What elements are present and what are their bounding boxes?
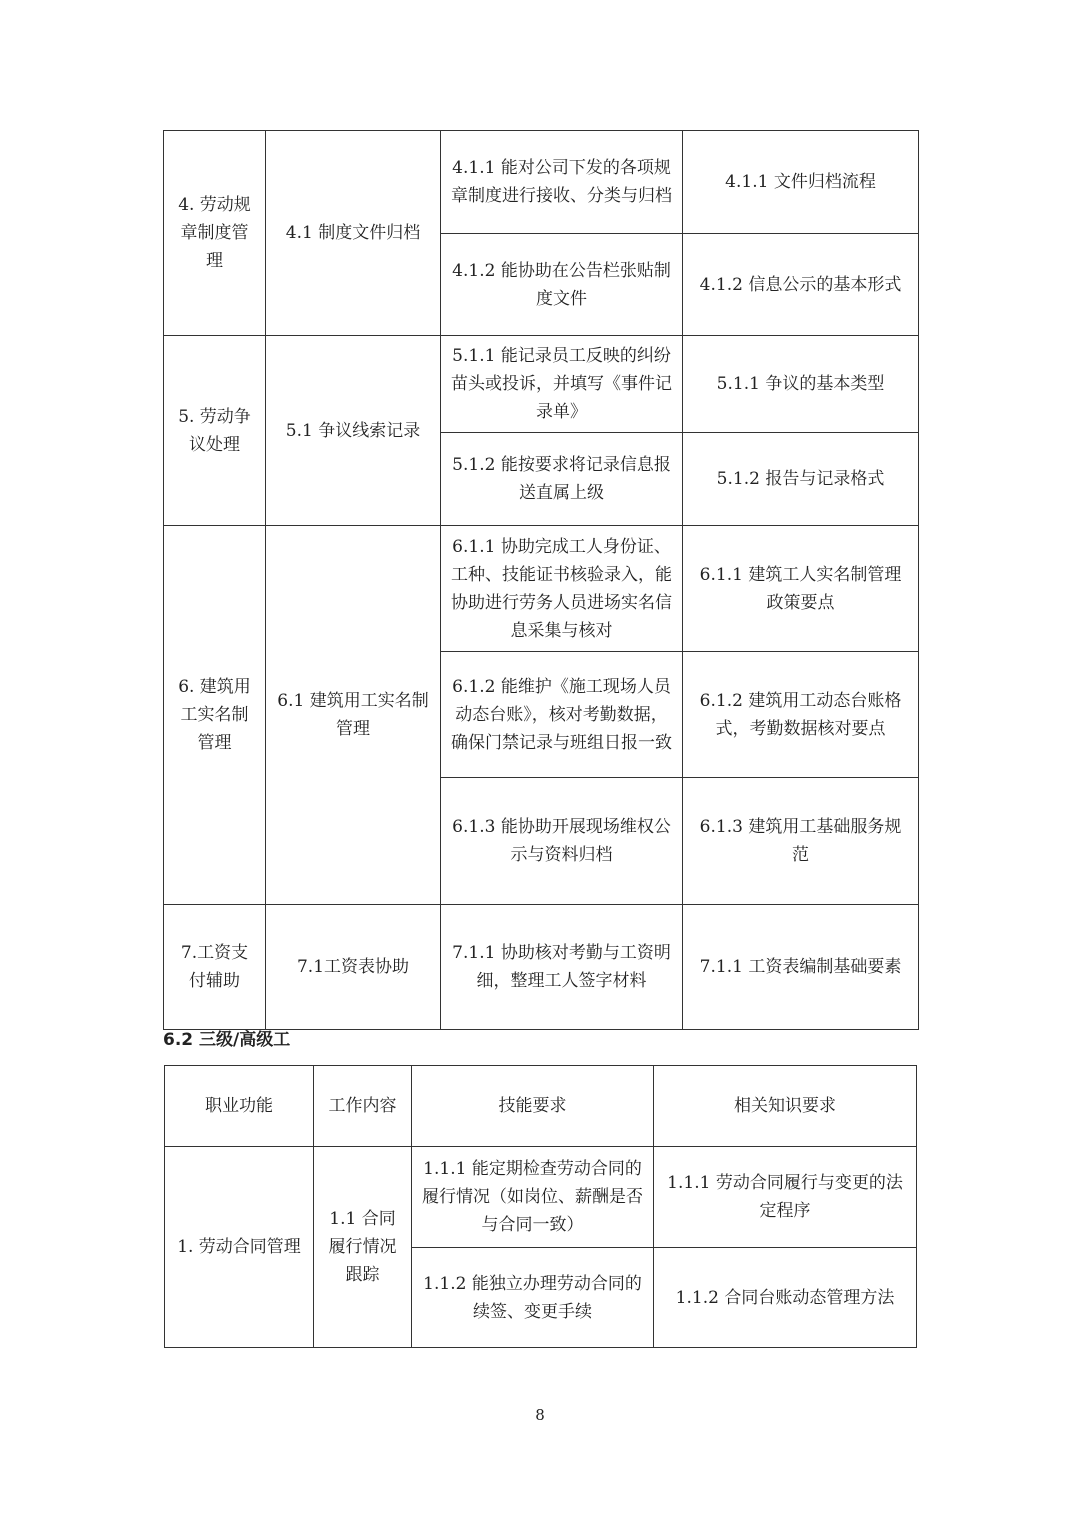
function-cell: 1. 劳动合同管理 — [165, 1147, 314, 1348]
column-header: 相关知识要求 — [654, 1066, 917, 1147]
function-cell: 7.工资支付辅助 — [164, 905, 266, 1030]
skill-cell: 7.1.1 协助核对考勤与工资明细，整理工人签字材料 — [441, 905, 683, 1030]
knowledge-cell: 5.1.1 争议的基本类型 — [683, 336, 919, 433]
knowledge-cell: 6.1.2 建筑用工动态台账格式，考勤数据核对要点 — [683, 652, 919, 778]
skill-cell: 5.1.2 能按要求将记录信息报送直属上级 — [441, 433, 683, 526]
function-cell: 6. 建筑用工实名制管理 — [164, 526, 266, 905]
skills-table-level-3 — [164, 1065, 917, 1348]
section-heading: 6.2 三级/高级工 — [163, 1030, 291, 1050]
table-header-row — [165, 1066, 917, 1147]
skill-cell: 4.1.2 能协助在公告栏张贴制度文件 — [441, 234, 683, 336]
column-header: 技能要求 — [412, 1066, 654, 1147]
skill-cell: 5.1.1 能记录员工反映的纠纷苗头或投诉，并填写《事件记录单》 — [441, 336, 683, 433]
content-cell: 6.1 建筑用工实名制管理 — [266, 526, 441, 905]
content-cell: 5.1 争议线索记录 — [266, 336, 441, 526]
page-number: 8 — [535, 1406, 545, 1424]
content-cell: 7.1工资表协助 — [266, 905, 441, 1030]
knowledge-cell: 4.1.1 文件归档流程 — [683, 131, 919, 234]
table-row — [164, 336, 919, 433]
column-header: 工作内容 — [314, 1066, 412, 1147]
table-row — [164, 905, 919, 1030]
knowledge-cell: 6.1.1 建筑工人实名制管理政策要点 — [683, 526, 919, 652]
skill-cell: 6.1.1 协助完成工人身份证、工种、技能证书核验录入，能协助进行劳务人员进场实名信息采集与核对 — [441, 526, 683, 652]
skills-table-level-4 — [163, 130, 919, 1030]
skill-cell: 1.1.2 能独立办理劳动合同的续签、变更手续 — [412, 1248, 654, 1348]
skill-cell: 4.1.1 能对公司下发的各项规章制度进行接收、分类与归档 — [441, 131, 683, 234]
function-cell: 4. 劳动规章制度管理 — [164, 131, 266, 336]
skill-cell: 1.1.1 能定期检查劳动合同的履行情况（如岗位、薪酬是否与合同一致） — [412, 1147, 654, 1248]
knowledge-cell: 5.1.2 报告与记录格式 — [683, 433, 919, 526]
knowledge-cell: 6.1.3 建筑用工基础服务规范 — [683, 778, 919, 905]
table-row — [164, 526, 919, 652]
column-header: 职业功能 — [165, 1066, 314, 1147]
content-cell: 1.1 合同履行情况跟踪 — [314, 1147, 412, 1348]
function-cell: 5. 劳动争议处理 — [164, 336, 266, 526]
content-cell: 4.1 制度文件归档 — [266, 131, 441, 336]
knowledge-cell: 1.1.2 合同台账动态管理方法 — [654, 1248, 917, 1348]
knowledge-cell: 1.1.1 劳动合同履行与变更的法定程序 — [654, 1147, 917, 1248]
skill-cell: 6.1.2 能维护《施工现场人员动态台账》，核对考勤数据，确保门禁记录与班组日报一致 — [441, 652, 683, 778]
skill-cell: 6.1.3 能协助开展现场维权公示与资料归档 — [441, 778, 683, 905]
knowledge-cell: 4.1.2 信息公示的基本形式 — [683, 234, 919, 336]
table-row — [165, 1147, 917, 1248]
table-row — [164, 131, 919, 234]
knowledge-cell: 7.1.1 工资表编制基础要素 — [683, 905, 919, 1030]
